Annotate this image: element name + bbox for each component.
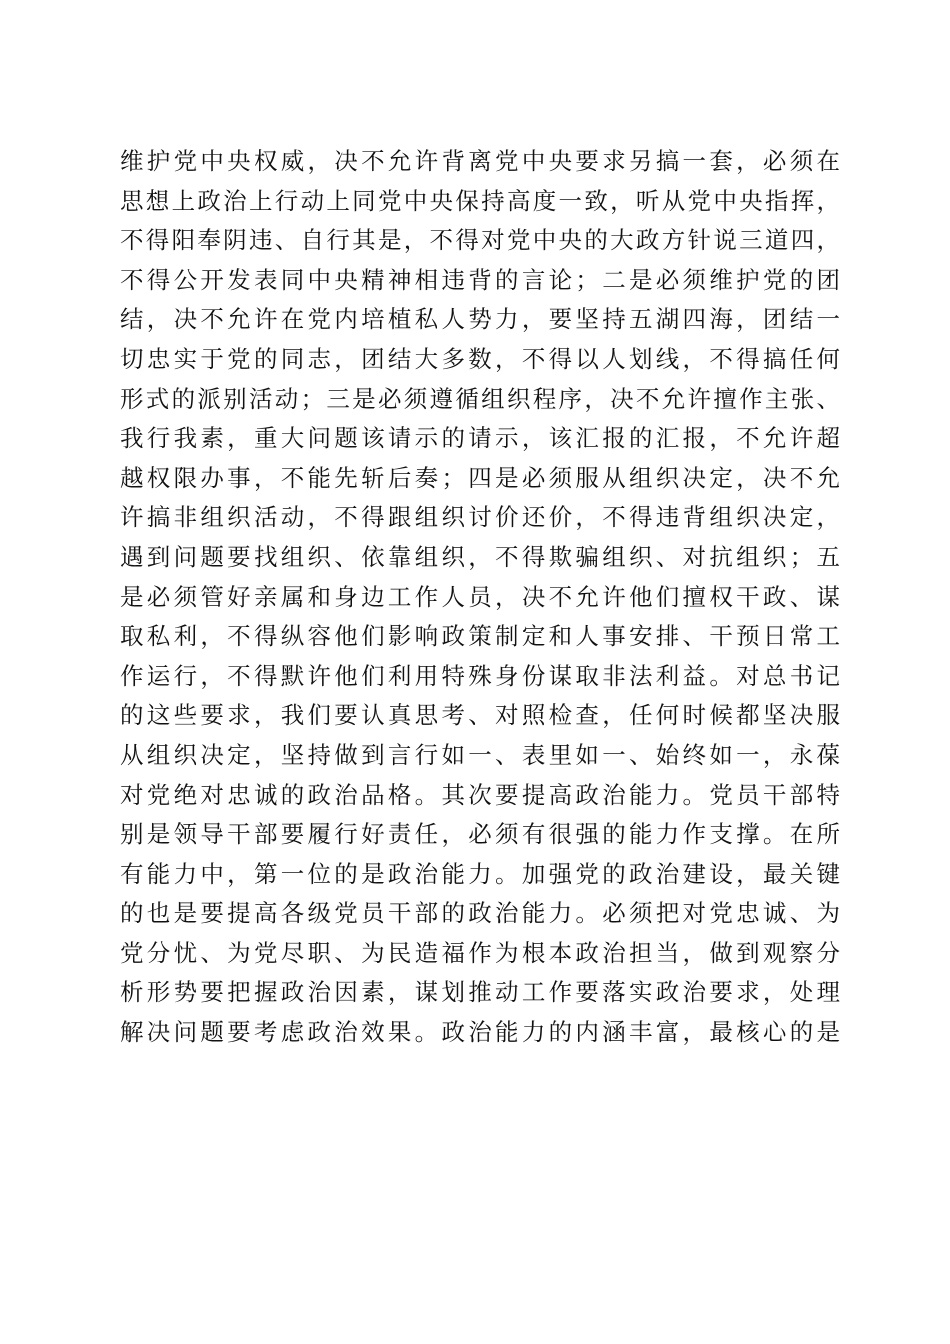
text-line: 从组织决定，坚持做到言行如一、表里如一、始终如一，永葆 xyxy=(120,740,840,769)
text-line: 结，决不允许在党内培植私人势力，要坚持五湖四海，团结一 xyxy=(120,305,840,334)
text-line: 解决问题要考虑政治效果。政治能力的内涵丰富，最核心的是 xyxy=(120,1018,840,1047)
text-line: 是必须管好亲属和身边工作人员，决不允许他们擅权干政、谋 xyxy=(120,582,840,611)
text-line: 不得阳奉阴违、自行其是，不得对党中央的大政方针说三道四， xyxy=(120,226,840,255)
text-line: 对党绝对忠诚的政治品格。其次要提高政治能力。党员干部特 xyxy=(120,780,840,809)
text-line: 取私利，不得纵容他们影响政策制定和人事安排、干预日常工 xyxy=(120,622,840,651)
text-line: 有能力中，第一位的是政治能力。加强党的政治建设，最关键 xyxy=(120,859,840,888)
text-line: 作运行，不得默许他们利用特殊身份谋取非法利益。对总书记 xyxy=(120,661,840,690)
text-line: 切忠实于党的同志，团结大多数，不得以人划线，不得搞任何 xyxy=(120,344,840,373)
text-line: 的这些要求，我们要认真思考、对照检查，任何时候都坚决服 xyxy=(120,701,840,730)
text-line: 遇到问题要找组织、依靠组织，不得欺骗组织、对抗组织；五 xyxy=(120,542,840,571)
text-line: 的也是要提高各级党员干部的政治能力。必须把对党忠诚、为 xyxy=(120,899,840,928)
text-line: 党分忧、为党尽职、为民造福作为根本政治担当，做到观察分 xyxy=(120,938,840,967)
text-line: 维护党中央权威，决不允许背离党中央要求另搞一套，必须在 xyxy=(120,147,840,175)
text-line: 析形势要把握政治因素，谋划推动工作要落实政治要求，处理 xyxy=(120,978,840,1007)
text-line: 别是领导干部要履行好责任，必须有很强的能力作支撑。在所 xyxy=(120,820,840,849)
text-line: 我行我素，重大问题该请示的请示，该汇报的汇报，不允许超 xyxy=(120,424,840,453)
text-line: 越权限办事，不能先斩后奏；四是必须服从组织决定，决不允 xyxy=(120,463,840,492)
text-line: 不得公开发表同中央精神相违背的言论；二是必须维护党的团 xyxy=(120,265,840,294)
text-line: 思想上政治上行动上同党中央保持高度一致，听从党中央指挥， xyxy=(120,186,840,215)
text-line: 许搞非组织活动，不得跟组织讨价还价，不得违背组织决定， xyxy=(120,503,840,532)
text-line: 形式的派别活动；三是必须遵循组织程序，决不允许擅作主张、 xyxy=(120,384,840,413)
body-text xyxy=(120,142,840,1053)
